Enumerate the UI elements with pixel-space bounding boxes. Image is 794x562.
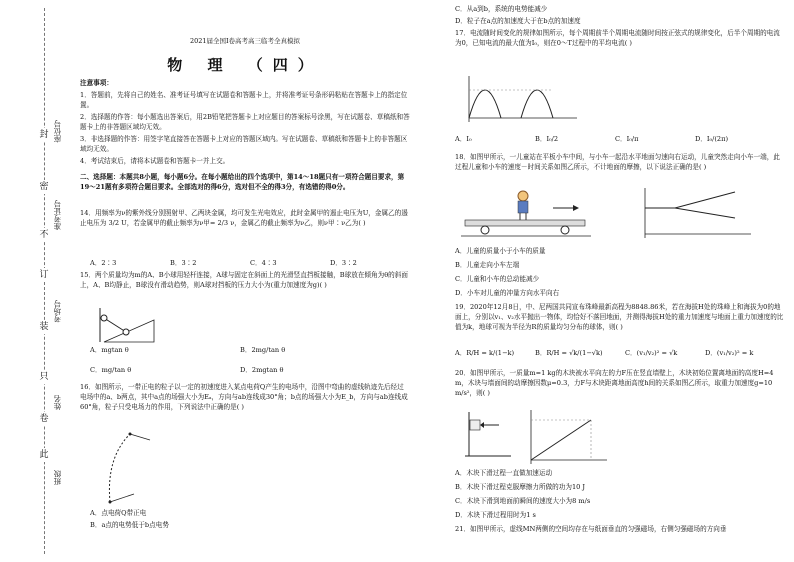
q14-stem: 14．用频率为ν的紫外线分别照射甲、乙两块金属，均可发生光电效应，此时金属甲的遏止电压为U，金属乙的遏止电压为 3/2 U，若金属甲的截止频率为ν甲= 2/3 ν，金属乙的截止频率为ν乙，则ν甲∶ν乙为( ) <box>80 209 408 228</box>
q18-figure-cart <box>461 186 611 244</box>
q14-option-a: A．2∶3 <box>90 259 117 267</box>
q15-option-c: C．mg/tan θ <box>90 366 132 374</box>
seal-char: 密 <box>34 180 54 194</box>
q17-option-a: A．I₀ <box>455 135 472 143</box>
seal-char: 只 <box>34 370 54 384</box>
q16-figure <box>100 428 155 506</box>
exam-title: 物 理 （四） <box>167 56 323 74</box>
q19-option-a: A．R/H = k/(1−k) <box>455 349 515 357</box>
q18-option-b: B．儿童走向小车左端 <box>455 261 520 269</box>
exam-subtitle: 2021届全国Ⅰ卷高考高三临考全真模拟 <box>189 37 301 45</box>
q19-stem: 19．2020年12月8日，中、尼两国共同宣布珠峰最新高程为8848.86米，若在海拔H处的珠峰上和海拔为0的地面上，分别以v₁、v₂水平抛出一物体，均恰好不落回地面，并测得海拔H处的重力加速度与地面上重力加速度的比值为k，地球可视为半径为R的质量均匀分布的球体，则( ) <box>455 303 784 332</box>
section-heading: 二、选择题：本题共8小题，每小题6分。在每小题给出的四个选项中，第14～18题只有一项符合题目要求，第19～21题有多项符合题目要求。全部选对的得6分，选对但不全的得3分，有选错的得0分。 <box>80 173 405 192</box>
q20-option-d: D．木块下滑过程用时为1 s <box>455 511 536 519</box>
q14-option-b: B．3∶2 <box>170 259 197 267</box>
q17-option-b: B．I₀/2 <box>535 135 559 143</box>
q17-option-c: C．I₀/π <box>615 135 639 143</box>
q17-option-d: D．I₀/(2π) <box>695 135 729 143</box>
seal-char: 卷 <box>34 412 54 426</box>
q15-option-a: A．mgtan θ <box>90 346 129 354</box>
q18-figure-graph <box>635 184 755 244</box>
q16-option-b: B．a点的电势低于b点电势 <box>90 521 169 529</box>
q19-option-b: B．R/H = √k/(1−√k) <box>535 349 603 357</box>
seat-number-field: 座位号 <box>53 120 63 143</box>
notice-item: 1．答题前，先将自己的姓名、准考证号填写在试题卷和答题卡上，并将准考证号条形码粘贴在答题卡上的指定位置。 <box>80 91 408 110</box>
notice-item: 3．非选择题的作答：用签字笔直接答在答题卡上对应的答题区域内。写在试题卷、草稿纸和答题卡上的非答题区域均无效。 <box>80 135 408 154</box>
q17-stem: 17．电流随时间变化的规律如图所示，每个周期前半个周期电流随时间按正弦式的规律变化，后半个周期的电流为0，已知电流的最大值为I₀，则在0～T过程中的平均电流( ) <box>455 29 780 48</box>
q18-option-d: D．小车对儿童的冲量方向水平向右 <box>455 289 560 297</box>
notice-item: 4．考试结束后，请将本试题卷和答题卡一并上交。 <box>80 157 230 165</box>
q20-option-c: C．木块下滑到地面前瞬间的速度大小为8 m/s <box>455 497 591 505</box>
seal-char: 订 <box>34 268 54 282</box>
q19-option-c: C．(v₁/v₂)² = √k <box>625 349 678 357</box>
seal-char: 装 <box>34 320 54 334</box>
q15-option-d: D．2mgtan θ <box>240 366 284 374</box>
seal-char: 封 <box>34 128 54 142</box>
q16-option-d: D．粒子在a点的加速度大于在b点的加速度 <box>455 17 581 25</box>
notice-heading: 注意事项： <box>80 79 113 87</box>
q18-option-c: C．儿童和小车的总动能减少 <box>455 275 540 283</box>
q20-figure-graph <box>521 406 611 466</box>
q14-option-d: D．3∶2 <box>330 259 357 267</box>
q15-option-b: B．2mg/tan θ <box>240 346 286 354</box>
name-field: 姓名 <box>53 395 63 410</box>
q18-option-a: A．儿童的质量小于小车的质量 <box>455 247 546 255</box>
q15-stem: 15．两个质量均为m的A、B小球用轻杆连接，A球与固定在斜面上的光滑竖直挡板接触，B球放在倾角为θ的斜面上，A、B均静止，B球没有滑动趋势，则A球对挡板的压力大小为(重力加速度为g)( ) <box>80 271 408 290</box>
q16-stem: 16．如图所示，一带正电的粒子以一定的初速度进入某点电荷Q产生的电场中，沿图中弯曲的虚线轨迹先后经过电场中的a、b两点，其中a点的场强大小为Eₐ，方向与ab连线成30°角；b点的场强大小为E_b，方向与ab连线成60°角，粒子只受电场力的作用，下列说法中正确的是( ) <box>80 383 408 412</box>
q16-option-c: C．从a到b，系统的电势能减少 <box>455 5 548 13</box>
q17-graph <box>461 74 581 128</box>
q21-stem: 21．如图甲所示，虚线MN两侧的空间均存在与纸面垂直的匀强磁场，右侧匀强磁场的方向垂 <box>455 525 727 533</box>
exam-id-field: 准考证号 <box>53 200 63 230</box>
q19-option-d: D．(v₁/v₂)² = k <box>705 349 754 357</box>
q20-stem: 20．如图甲所示，一质量m=1 kg的木块被水平向左的力F压在竖直墙壁上，木块初始位置离地面的高度H=4 m，木块与墙面间的动摩擦因数μ=0.3，力F与木块距离地面高度h间的关系如图乙所示，取重力加速度g=10 m/s²，则( ) <box>455 369 774 398</box>
q20-figure-wall <box>463 410 513 460</box>
seal-char: 不 <box>34 228 54 242</box>
q16-option-a: A．点电荷Q带正电 <box>90 509 147 517</box>
q20-option-a: A．木块下滑过程一直做加速运动 <box>455 469 553 477</box>
binding-strip <box>0 0 70 562</box>
seal-char: 此 <box>34 448 54 462</box>
q14-option-c: C．4∶3 <box>250 259 277 267</box>
notice-item: 2．选择题的作答：每小题选出答案后，用2B铅笔把答题卡上对应题目的答案标号涂黑，写在试题卷、草稿纸和答题卡上的非答题区域均无效。 <box>80 113 410 132</box>
q18-stem: 18．如图甲所示，一儿童站在平板小车中间，与小车一起沿水平地面匀速向右运动，儿童突然走向小车一端，此过程儿童和小车的速度－时间关系如图乙所示，不计地面的摩擦，以下说法正确的是( ) <box>455 153 780 172</box>
q20-option-b: B．木块下滑过程克服摩擦力所做的功为10 J <box>455 483 586 491</box>
class-field: 班级 <box>53 470 63 485</box>
exam-room-field: 考场号 <box>53 300 63 323</box>
q15-figure <box>96 306 156 344</box>
